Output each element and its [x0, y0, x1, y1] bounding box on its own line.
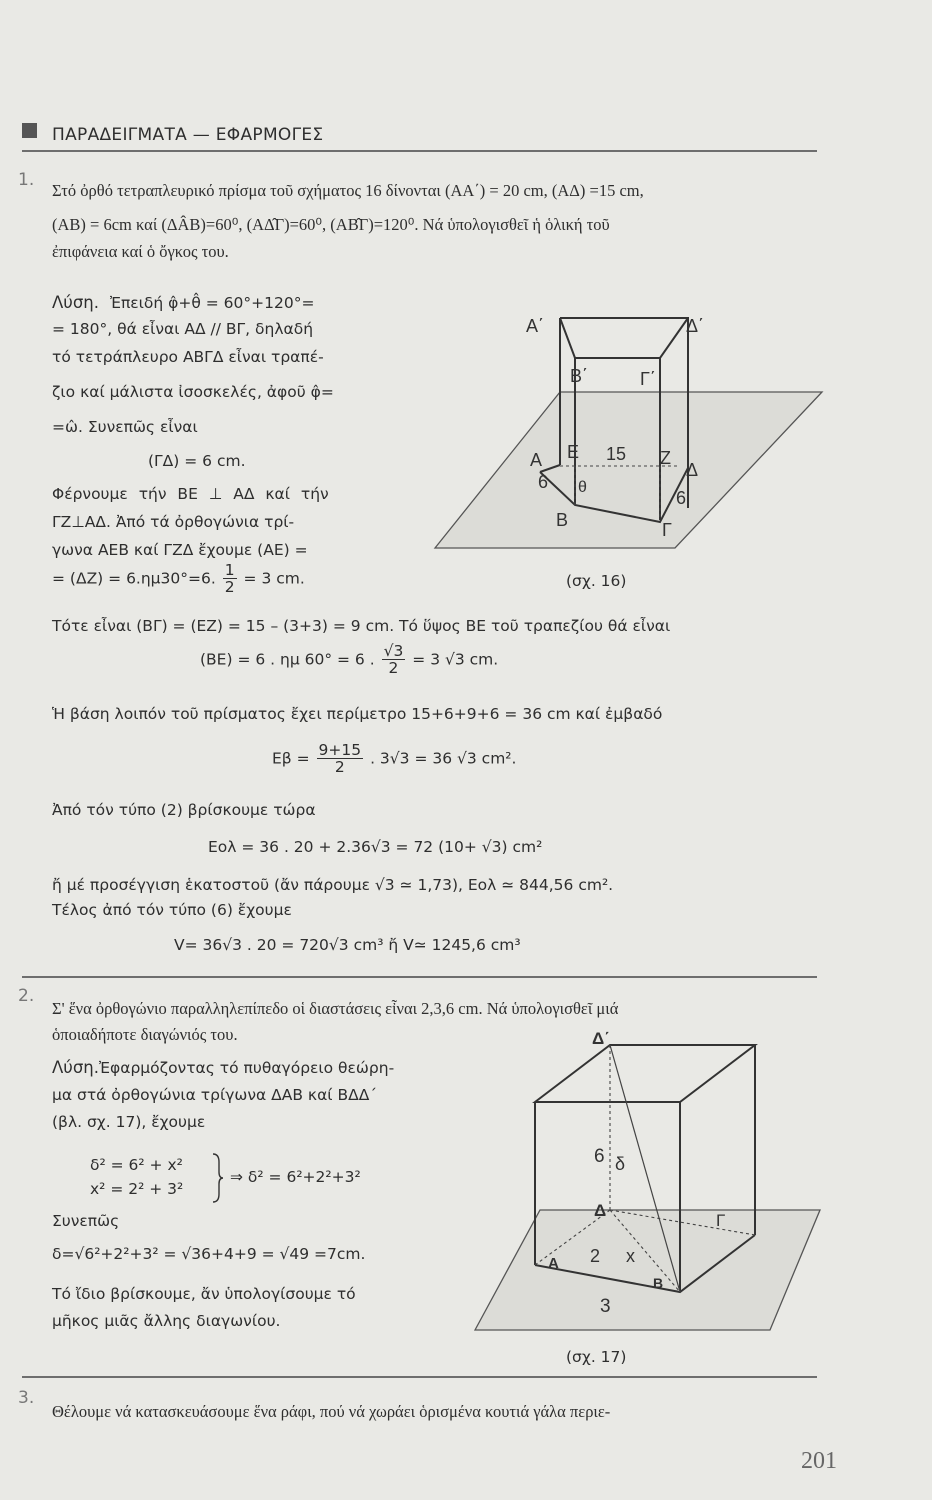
exercise-1-solution-line-15: Ἀπό τόν τύπο (2) βρίσκουμε τώρα	[52, 801, 316, 819]
fig17-label-G: Γ	[716, 1211, 726, 1230]
fig16-label-G-prime: Γ΄	[640, 369, 656, 389]
fig17-plane	[475, 1210, 820, 1330]
exercise-3-number: 3.	[18, 1388, 35, 1408]
fig16-label-6-left: 6	[538, 472, 549, 492]
exercise-1-number: 1.	[18, 170, 35, 190]
solution-text-1: Ἐπειδή φ̂+θ̂ = 60°+120°=	[109, 294, 315, 312]
fig16-label-A-prime: Α΄	[526, 316, 544, 336]
exercise-1-solution-line-6: (ΓΔ) = 6 cm.	[148, 452, 246, 470]
equation-system-line-1: δ² = 6² + x²	[90, 1156, 183, 1174]
solution-text-10b: = 3 cm.	[243, 569, 305, 588]
fig17-label-D-prime: Δ΄	[592, 1030, 610, 1048]
exercise-1-solution-line-3: τό τετράπλευρο ΑΒΓΔ εἶναι τραπέ-	[52, 348, 324, 366]
exercise-1-solution-line-1	[52, 293, 314, 312]
fig17-label-delta: δ	[615, 1154, 626, 1174]
figure-16-prism	[430, 290, 830, 560]
exercise-2-solution-line-4: Συνεπῶς	[52, 1212, 120, 1230]
equation-result: ⇒ δ² = 6²+2²+3²	[230, 1168, 361, 1186]
exercise-1-solution-line-16: Eολ = 36 . 20 + 2.36√3 = 72 (10+ √3) cm²	[208, 838, 543, 856]
fig17-label-A: Α	[548, 1255, 559, 1272]
fig16-label-Z: Ζ	[660, 448, 671, 468]
fig17-label-D: Δ	[594, 1201, 607, 1220]
figure-17-caption: (σχ. 17)	[566, 1348, 627, 1366]
exercise-2-solution-line-6: Τό ἴδιο βρίσκουμε, ἄν ὑπολογίσουμε τό	[52, 1285, 356, 1303]
fraction-numerator: 1	[224, 561, 235, 579]
section-marker	[22, 123, 37, 138]
exercise-1-solution-line-4: ζιο καί μάλιστα ἰσοσκελές, ἀφοῦ φ̂=	[52, 383, 334, 401]
fig16-label-theta: θ	[578, 479, 587, 496]
solution-text-10a: = (ΔΖ) = 6.ημ30°=6.	[52, 569, 216, 588]
fraction-denominator: 2	[388, 659, 399, 678]
solution-text-12b: = 3 √3 cm.	[412, 650, 499, 669]
exercise-1-statement-line-2: (ΑΒ) = 6cm καί (ΔÂΒ)=60⁰, (ΑΔ̂Γ)=60⁰, (ΑΒ̂Γ)=120⁰. Νά ὑπολογισθεῖ ἡ ὁλική τοῦ	[52, 215, 610, 234]
section-rule	[22, 150, 817, 152]
fraction-denominator: 2	[224, 578, 235, 597]
section-title: ΠΑΡΑΔΕΙΓΜΑΤΑ — ΕΦΑΡΜΟΓΕΣ	[52, 125, 324, 145]
fraction-root3-half	[382, 643, 406, 677]
fraction-numerator: 9+15	[318, 741, 362, 759]
figure-16-caption: (σχ. 16)	[566, 572, 627, 590]
exercise-1-solution-line-8: ΓΖ⊥ΑΔ. Ἀπό τά ὀρθογώνια τρί-	[52, 513, 295, 531]
fig16-label-E: Ε	[567, 442, 580, 462]
exercise-2-number: 2.	[18, 986, 35, 1006]
exercise-2-solution-line-3: (βλ. σχ. 17), ἔχουμε	[52, 1113, 206, 1131]
exercise-1-solution-line-2: = 180°, θά εἶναι ΑΔ // ΒΓ, δηλαδή	[52, 320, 314, 338]
fig16-label-D: Δ	[686, 460, 699, 480]
fig16-label-15: 15	[606, 444, 627, 464]
solution-label: Λύση.	[52, 293, 99, 312]
fig17-label-x: x	[626, 1246, 635, 1266]
fig17-label-3: 3	[600, 1296, 611, 1317]
exercise-2-statement-line-2: ὁποιαδήποτε διαγώνιός του.	[52, 1025, 238, 1044]
exercise-1-statement-line-3: ἐπιφάνεια καί ὁ ὄγκος του.	[52, 242, 229, 261]
fig16-label-B: Β	[556, 510, 569, 530]
exercise-1-solution-line-17: ἤ μέ προσέγγιση ἑκατοστοῦ (ἄν πάρουμε √3 ≃ 1,73), Eολ ≃ 844,56 cm².	[52, 876, 614, 894]
fig16-plane	[435, 392, 822, 548]
exercise-1-solution-line-13: Ἡ βάση λοιπόν τοῦ πρίσματος ἔχει περίμετρο 15+6+9+6 = 36 cm καί ἐμβαδό	[52, 705, 663, 723]
solution-text-14a: Eβ =	[272, 749, 310, 768]
exercise-1-solution-line-14	[272, 742, 516, 776]
exercise-1-solution-line-5: =ω̂. Συνεπῶς εἶναι	[52, 418, 198, 436]
page-number: 201	[801, 1448, 837, 1474]
exercise-1-solution-line-12	[200, 643, 498, 677]
fig16-label-G: Γ	[662, 520, 672, 540]
equation-brace	[212, 1152, 224, 1204]
fig17-label-B: Β	[653, 1275, 664, 1291]
exercise-2-solution-line-5: δ=√6²+2²+3² = √36+4+9 = √49 =7cm.	[52, 1245, 366, 1263]
exercise-separator-1	[22, 976, 817, 978]
fig17-label-2: 2	[590, 1246, 601, 1266]
exercise-1-solution-line-11: Τότε εἶναι (ΒΓ) = (ΕΖ) = 15 – (3+3) = 9 cm. Τό ὕψος ΒΕ τοῦ τραπεζίου θά εἶναι	[52, 617, 671, 635]
solution-text-14b: . 3√3 = 36 √3 cm².	[370, 749, 517, 768]
solution-label: Λύση.	[52, 1058, 99, 1077]
exercise-2-statement-line-1: Σ' ἕνα ὀρθογώνιο παραλληλεπίπεδο οἱ διαστάσεις εἶναι 2,3,6 cm. Νά ὑπολογισθεῖ μιά	[52, 999, 619, 1018]
fraction-numerator: √3	[383, 642, 404, 660]
fig16-label-B-prime: Β΄	[570, 366, 588, 386]
exercise-2-solution-line-1	[52, 1058, 394, 1077]
fraction-base-sum	[317, 742, 364, 776]
exercise-2-solution-line-7: μῆκος μιᾶς ἄλλης διαγωνίου.	[52, 1312, 281, 1330]
exercise-1-solution-line-19: V= 36√3 . 20 = 720√3 cm³ ἤ V≃ 1245,6 cm³	[174, 936, 521, 954]
equation-system-line-2: x² = 2² + 3²	[90, 1180, 184, 1198]
exercise-1-solution-line-9: γωνα ΑΕΒ καί ΓΖΔ ἔχουμε (ΑΕ) =	[52, 541, 308, 559]
figure-17-box	[470, 1030, 830, 1340]
exercise-2-solution-line-2: μα στά ὀρθογώνια τρίγωνα ΔΑΒ καί ΒΔΔ΄	[52, 1086, 378, 1104]
solution-text-12a: (ΒΕ) = 6 . ημ 60° = 6 .	[200, 650, 375, 669]
fig16-label-6-right: 6	[676, 488, 687, 508]
exercise-1-solution-line-10	[52, 562, 305, 596]
exercise-1-solution-line-18: Τέλος ἀπό τόν τύπο (6) ἔχουμε	[52, 901, 292, 919]
exercise-separator-2	[22, 1376, 817, 1378]
exercise-3-statement-line-1: Θέλουμε νά κατασκευάσουμε ἕνα ράφι, πού νά χωράει ὁρισμένα κουτιά γάλα περιε-	[52, 1402, 611, 1421]
fraction-one-half	[223, 562, 237, 596]
fig17-label-6: 6	[594, 1146, 605, 1167]
fig16-label-A: Α	[530, 450, 543, 470]
fig16-label-D-prime: Δ΄	[686, 316, 705, 336]
solution-text-1: Ἐφαρμόζοντας τό πυθαγόρειο θεώρη-	[99, 1059, 395, 1077]
exercise-1-statement-line-1: Στό ὀρθό τετραπλευρικό πρίσμα τοῦ σχήματος 16 δίνονται (ΑΑ΄) = 20 cm, (ΑΔ) =15 cm,	[52, 181, 644, 200]
exercise-1-solution-line-7: Φέρνουμε τήν ΒΕ ⊥ ΑΔ καί τήν	[52, 485, 329, 503]
fraction-denominator: 2	[334, 758, 345, 777]
